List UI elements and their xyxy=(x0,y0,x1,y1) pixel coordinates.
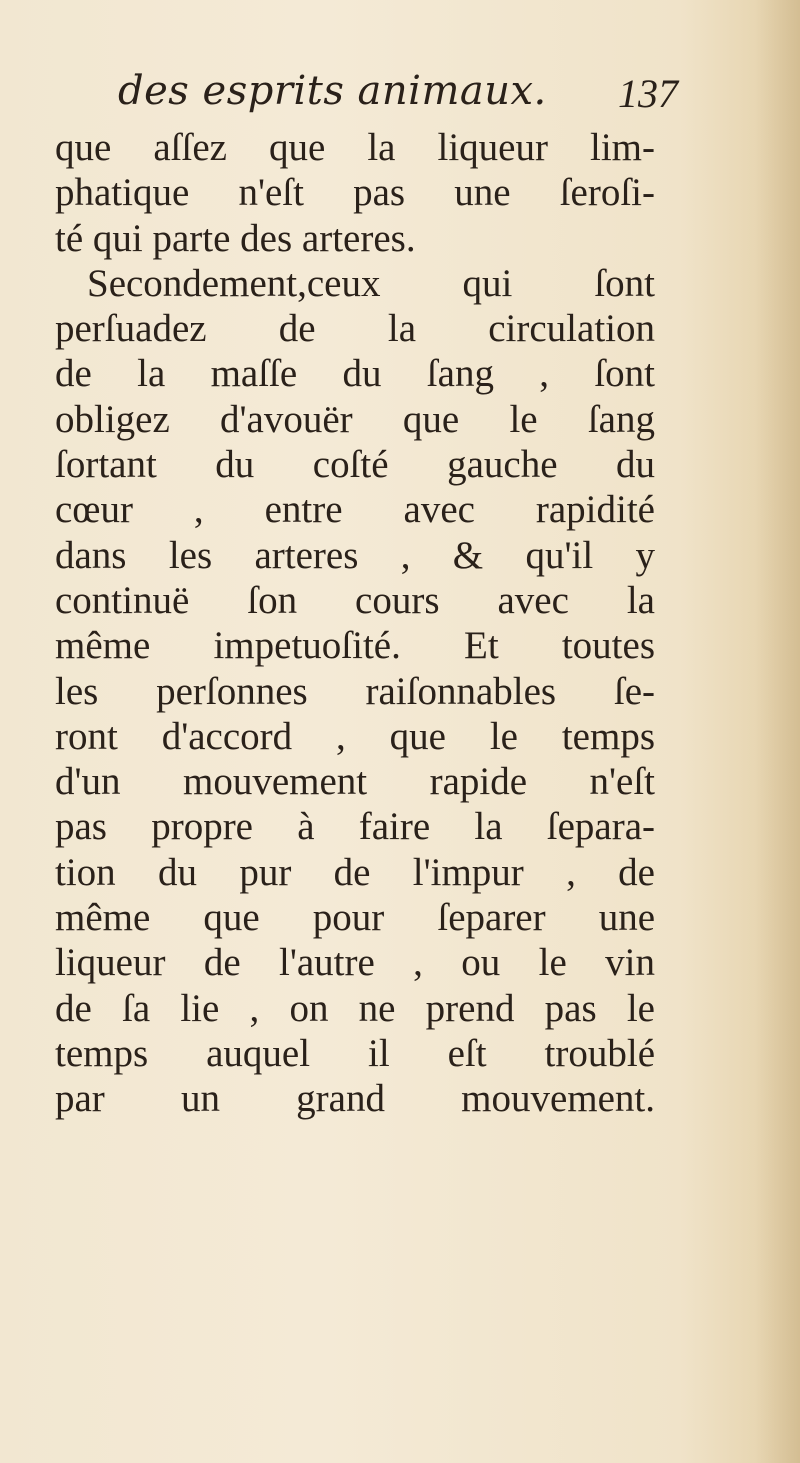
text-line: que aſſez que la liqueur lim- xyxy=(55,126,655,169)
text-line: par un grand mouvement. xyxy=(55,1077,655,1121)
text-line: ſortant du coſté gauche du xyxy=(55,443,655,487)
text-line: phatique n'eſt pas une ſeroſi- xyxy=(55,171,655,215)
text-line: perſuadez de la circulation xyxy=(55,307,655,351)
text-line: continuë ſon cours avec la xyxy=(55,578,655,622)
text-line: cœur , entre avec rapidité xyxy=(55,488,655,532)
page-number: 137 xyxy=(618,71,678,116)
text-line: tion du pur de l'impur , de xyxy=(55,850,655,894)
text-line: les perſonnes raiſonnables ſe- xyxy=(55,669,655,713)
text-line: de la maſſe du ſang , ſont xyxy=(55,352,655,396)
text-line: Secondement,ceux qui ſont xyxy=(87,261,655,305)
text-line: même que pour ſeparer une xyxy=(55,896,655,940)
text-line: ront d'accord , que le temps xyxy=(55,714,655,758)
running-title: des esprits animaux. xyxy=(118,68,547,114)
text-line: temps auquel il eſt troublé xyxy=(55,1031,655,1075)
text-line: même impetuoſité. Et toutes xyxy=(55,624,655,668)
text-line: de ſa lie , on ne prend pas le xyxy=(55,986,655,1030)
text-line: té qui parte des arteres. xyxy=(55,216,416,260)
text-line: liqueur de l'autre , ou le vin xyxy=(55,941,655,985)
text-line: obligez d'avouër que le ſang xyxy=(55,397,655,441)
text-line: pas propre à faire la ſepara- xyxy=(55,805,655,849)
text-line: d'un mouvement rapide n'eſt xyxy=(55,760,655,804)
page-header xyxy=(118,68,678,124)
text-line: dans les arteres , & qu'il y xyxy=(55,533,655,577)
page-edge-shadow xyxy=(755,0,800,1463)
body-text xyxy=(55,125,655,1122)
